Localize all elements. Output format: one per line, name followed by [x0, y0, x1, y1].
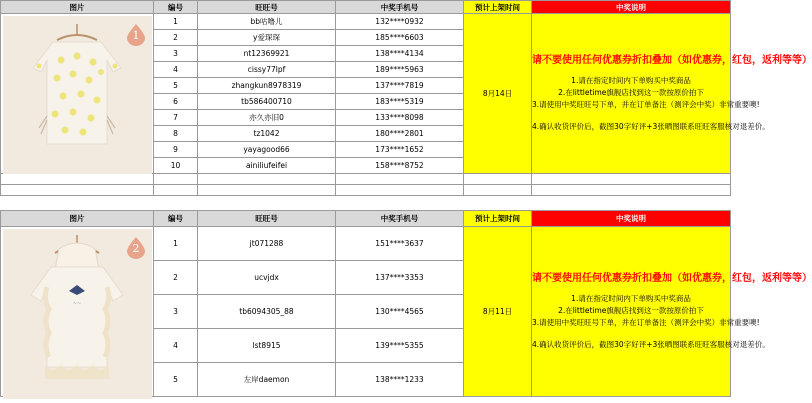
spacer-row [1, 185, 731, 196]
row-num: 5 [154, 78, 198, 94]
row-phone: 185****6603 [336, 30, 464, 46]
row-wangwang: bb咕噜儿 [198, 14, 336, 30]
row-phone: 158****8752 [336, 158, 464, 174]
badge-1 [127, 24, 145, 46]
header-num: 编号 [154, 1, 198, 14]
row-num: 1 [154, 227, 198, 261]
header-phone: 中奖手机号 [336, 211, 464, 227]
row-wangwang: cissy77lpf [198, 62, 336, 78]
row-num: 8 [154, 126, 198, 142]
row-num: 4 [154, 62, 198, 78]
row-num: 10 [154, 158, 198, 174]
release-date: 8月11日 [464, 227, 532, 397]
row-phone: 139****5355 [336, 329, 464, 363]
row-wangwang: jt071288 [198, 227, 336, 261]
header-num: 编号 [154, 211, 198, 227]
row-num: 2 [154, 30, 198, 46]
row-phone: 137****7819 [336, 78, 464, 94]
notes-warning: 请不要使用任何优惠券折扣叠加（如优惠券，红包，返利等等） [532, 55, 812, 66]
product-image-cell [1, 227, 154, 397]
row-phone: 132****0932 [336, 14, 464, 30]
row-wangwang: y爱琛琛 [198, 30, 336, 46]
row-num: 3 [154, 46, 198, 62]
notes-line-3: 3.请使用中奖旺旺号下单，并在订单备注（测评会中奖）非常重要噢! [532, 318, 760, 327]
row-num: 7 [154, 110, 198, 126]
row-num: 6 [154, 94, 198, 110]
row-num: 3 [154, 295, 198, 329]
notes-line-2: 2.在littletime旗舰店找到这一款按原价拍下 [558, 306, 704, 315]
release-date: 8月14日 [464, 14, 532, 174]
row-phone: 189****5963 [336, 62, 464, 78]
spacer-row [1, 174, 731, 185]
row-wangwang: zhangkun8978319 [198, 78, 336, 94]
row-phone: 173****1652 [336, 142, 464, 158]
header-wangwang: 旺旺号 [198, 211, 336, 227]
winning-notes [532, 227, 812, 397]
notes-line-1: 1.请在指定时间内下单购买中奖商品 [571, 294, 691, 303]
row-phone: 138****4134 [336, 46, 464, 62]
product-image-cell [1, 14, 154, 174]
row-num: 9 [154, 142, 198, 158]
row-wangwang: nt12369921 [198, 46, 336, 62]
row-wangwang: 左岸daemon [198, 363, 336, 397]
row-wangwang: lst8915 [198, 329, 336, 363]
winners-table-1 [0, 0, 812, 196]
row-wangwang: tb586400710 [198, 94, 336, 110]
winning-notes [532, 14, 812, 174]
notes-line-4: 4.确认收货评价后，截图30字好评+3张晒图联系旺旺客服核对退差价。 [532, 340, 770, 349]
row-wangwang: yayagood66 [198, 142, 336, 158]
header-date: 预计上架时间 [464, 211, 532, 227]
svg-text:~~: ~~ [72, 301, 82, 307]
row-wangwang: 亦久亦旧0 [198, 110, 336, 126]
row-phone: 138****1233 [336, 363, 464, 397]
row-num: 5 [154, 363, 198, 397]
row-num: 1 [154, 14, 198, 30]
badge-number: 1 [132, 29, 140, 42]
notes-line-2: 2.在littletime旗舰店找到这一款按原价拍下 [558, 88, 704, 97]
row-phone: 137****3353 [336, 261, 464, 295]
badge-2 [127, 237, 145, 259]
section-1 [0, 0, 812, 196]
header-phone: 中奖手机号 [336, 1, 464, 14]
row-wangwang: ainiliufeifei [198, 158, 336, 174]
header-date: 预计上架时间 [464, 1, 532, 14]
row-wangwang: tb6094305_88 [198, 295, 336, 329]
badge-number: 2 [132, 242, 140, 255]
row-wangwang: ucvjdx [198, 261, 336, 295]
row-num: 4 [154, 329, 198, 363]
notes-line-1: 1.请在指定时间内下单购买中奖商品 [571, 76, 691, 85]
header-wangwang: 旺旺号 [198, 1, 336, 14]
header-image: 图片 [1, 211, 154, 227]
section-2 [0, 210, 812, 397]
winners-table-2 [0, 210, 812, 397]
row-phone: 183****5319 [336, 94, 464, 110]
row-wangwang: tz1042 [198, 126, 336, 142]
header-image: 图片 [1, 1, 154, 14]
header-notes: 中奖说明 [532, 211, 731, 227]
row-phone: 180****2801 [336, 126, 464, 142]
header-notes: 中奖说明 [532, 1, 731, 14]
row-phone: 130****4565 [336, 295, 464, 329]
notes-line-3: 3.请使用中奖旺旺号下单，并在订单备注（测评会中奖）非常重要噢! [532, 100, 760, 109]
row-num: 2 [154, 261, 198, 295]
row-phone: 151****3637 [336, 227, 464, 261]
notes-warning: 请不要使用任何优惠券折扣叠加（如优惠券，红包，返利等等） [532, 273, 812, 284]
notes-line-4: 4.确认收货评价后，截图30字好评+3张晒图联系旺旺客服核对退差价。 [532, 122, 770, 131]
row-phone: 133****8098 [336, 110, 464, 126]
